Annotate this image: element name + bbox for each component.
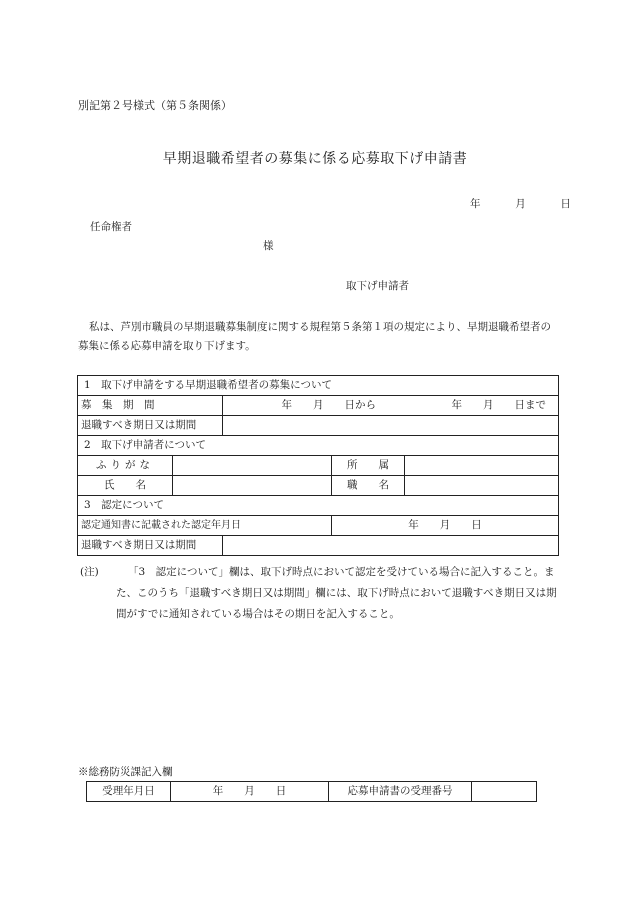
- receipt-number-field[interactable]: [472, 782, 537, 802]
- position-field[interactable]: [405, 476, 559, 496]
- section1-heading: 1 取下げ申請をする早期退職希望者の募集について: [78, 376, 559, 396]
- retire-date-label: 退職すべき期日又は期間: [78, 416, 223, 436]
- table-row: [87, 782, 537, 802]
- retire-date-label-2: 退職すべき期日又は期間: [78, 536, 223, 556]
- receipt-number-label: 応募申請書の受理番号: [329, 782, 472, 802]
- office-use-table: [86, 781, 537, 802]
- furigana-field[interactable]: [173, 456, 332, 476]
- note-text: 「3 認定について」欄は、取下げ時点において認定を受けている場合に記入すること。また、このうち「退職すべき期日又は期間」欄には、取下げ時点において退職すべき期日又は期間がすでに通知されている場合はその期日を記入すること。: [116, 566, 557, 620]
- table-row: [78, 516, 559, 536]
- cert-date-label: 認定通知書に記載された認定年月日: [78, 516, 332, 536]
- affiliation-label: 所 属: [332, 456, 405, 476]
- table-row: [78, 496, 559, 516]
- retire-date-field[interactable]: [223, 416, 559, 436]
- application-table: [77, 375, 559, 556]
- table-row: [78, 536, 559, 556]
- application-date: [470, 196, 571, 211]
- office-use-label: ※総務防災課記入欄: [78, 766, 173, 778]
- name-label: 氏 名: [78, 476, 173, 496]
- table-row: [78, 476, 559, 496]
- section2-heading: 2 取下げ申請者について: [78, 436, 559, 456]
- table-row: [78, 456, 559, 476]
- honorific-sama: 様: [263, 240, 274, 252]
- table-row: [78, 376, 559, 396]
- applicant-label: 取下げ申請者: [346, 280, 409, 292]
- section3-heading: 3 認定について: [78, 496, 559, 516]
- affiliation-field[interactable]: [405, 456, 559, 476]
- note-marker: (注): [80, 566, 99, 578]
- cert-date-value[interactable]: 年 月 日: [332, 516, 559, 536]
- received-date-value[interactable]: 年 月 日: [171, 782, 329, 802]
- note: [80, 562, 558, 625]
- table-row: [78, 416, 559, 436]
- date-day-label: 日: [560, 198, 571, 210]
- received-date-label: 受理年月日: [87, 782, 171, 802]
- date-month-label: 月: [515, 198, 526, 210]
- period-from: 年 月 日から: [281, 399, 376, 411]
- furigana-label: ふりがな: [78, 456, 173, 476]
- position-label: 職 名: [332, 476, 405, 496]
- table-row: [78, 396, 559, 416]
- period-to: 年 月 日まで: [451, 399, 546, 411]
- period-value: [223, 396, 559, 416]
- form-number: 別記第２号様式（第５条関係）: [78, 99, 232, 112]
- appointing-authority: 任命権者: [90, 221, 132, 233]
- table-row: [78, 436, 559, 456]
- statement-text: 私は、芦別市職員の早期退職募集制度に関する規程第５条第１項の規定により、早期退職希望者の募集に係る応募申請を取り下げます。: [78, 321, 551, 352]
- period-label: 募 集 期 間: [78, 396, 223, 416]
- name-field[interactable]: [173, 476, 332, 496]
- document-title: 早期退職希望者の募集に係る応募取下げ申請書: [162, 151, 468, 167]
- retire-date-field-2[interactable]: [223, 536, 559, 556]
- date-year-label: 年: [470, 198, 481, 210]
